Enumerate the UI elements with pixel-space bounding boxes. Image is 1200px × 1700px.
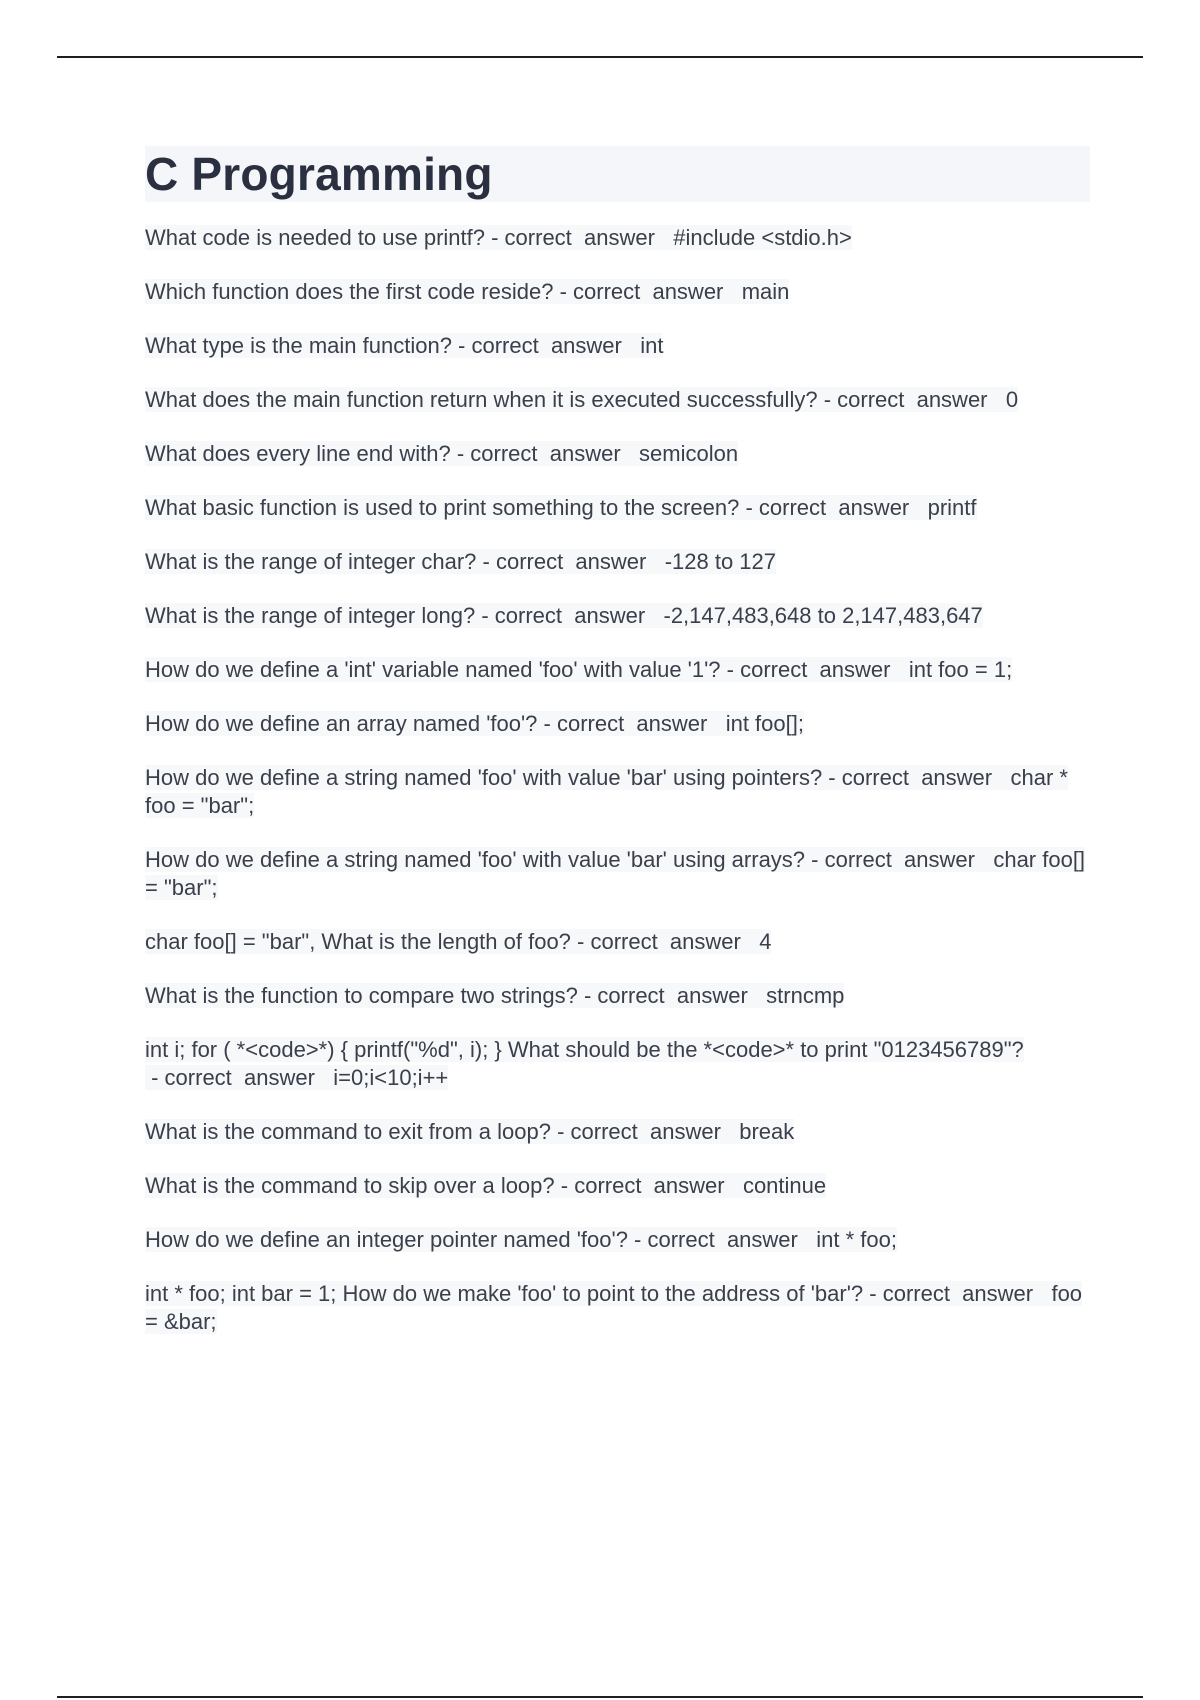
top-rule [57, 56, 1143, 58]
answer-marker: - correct answer [817, 387, 1006, 412]
answer-marker: - correct answer [553, 279, 742, 304]
question-text: What does the main function return when it is executed successfully? [145, 387, 818, 412]
answer-text: int foo[]; [725, 711, 804, 736]
answer-text: char * foo = "bar"; [145, 765, 1068, 818]
answer-text: #include <stdio.h> [673, 225, 852, 250]
qa-text [145, 1037, 1024, 1090]
question-text: What code is needed to use printf? [145, 225, 485, 250]
answer-text: main [741, 279, 790, 304]
qa-text [145, 847, 1085, 900]
qa-item [145, 224, 1090, 252]
qa-list [145, 224, 1090, 1336]
answer-text: i=0;i<10;i++ [333, 1065, 449, 1090]
qa-item [145, 278, 1090, 306]
question-text: How do we define a string named 'foo' with value 'bar' using pointers? [145, 765, 823, 790]
question-text: How do we define an integer pointer named 'foo'? [145, 1227, 628, 1252]
answer-marker: - correct answer [822, 765, 1011, 790]
answer-text: foo = &bar; [145, 1281, 1083, 1334]
qa-item [145, 928, 1090, 956]
answer-marker: - correct answer [739, 495, 928, 520]
qa-text [145, 549, 776, 574]
answer-text: char foo[] = "bar"; [145, 847, 1086, 900]
question-text: char foo[] = "bar", What is the length of foo? [145, 929, 571, 954]
answer-text: int foo = 1; [908, 657, 1013, 682]
qa-item [145, 602, 1090, 630]
answer-text: break [739, 1119, 795, 1144]
question-text: What is the range of integer long? [145, 603, 476, 628]
answer-marker: - correct answer [550, 1119, 740, 1144]
qa-item [145, 982, 1090, 1010]
question-text: What is the command to skip over a loop? [145, 1173, 555, 1198]
question-text: What basic function is used to print something to the screen? [145, 495, 740, 520]
answer-text: 4 [759, 929, 772, 954]
answer-text: continue [742, 1173, 827, 1198]
qa-text [145, 225, 852, 250]
answer-marker: - correct answer [451, 333, 641, 358]
answer-text: int [640, 333, 664, 358]
answer-marker: - correct answer [570, 929, 760, 954]
question-text: How do we define a 'int' variable named 'foo' with value '1'? [145, 657, 721, 682]
qa-text [145, 1281, 1082, 1334]
answer-marker: - correct answer [537, 711, 726, 736]
answer-text: strncmp [766, 983, 845, 1008]
question-text: What is the function to compare two strings? [145, 983, 578, 1008]
question-text: int * foo; int bar = 1; How do we make 'foo' to point to the address of 'bar'? [145, 1281, 864, 1306]
answer-marker: - correct answer [720, 657, 909, 682]
question-text: Which function does the first code reside? [145, 279, 554, 304]
answer-text: -2,147,483,648 to 2,147,483,647 [663, 603, 983, 628]
qa-text [145, 929, 771, 954]
qa-item [145, 710, 1090, 738]
qa-text [145, 441, 738, 466]
qa-item [145, 494, 1090, 522]
qa-text [145, 495, 977, 520]
question-text: What is the range of integer char? [145, 549, 477, 574]
answer-marker: - correct answer [554, 1173, 743, 1198]
answer-text: -128 to 127 [664, 549, 777, 574]
question-text: How do we define a string named 'foo' with value 'bar' using arrays? [145, 847, 806, 872]
qa-item [145, 656, 1090, 684]
qa-text [145, 765, 1068, 818]
qa-text [145, 983, 844, 1008]
qa-item [145, 846, 1090, 902]
answer-marker: - correct answer [145, 1065, 334, 1090]
qa-text [145, 1173, 826, 1198]
question-text: What type is the main function? [145, 333, 452, 358]
qa-item [145, 548, 1090, 576]
qa-item [145, 1118, 1090, 1146]
answer-marker: - correct answer [805, 847, 994, 872]
answer-text: int * foo; [816, 1227, 897, 1252]
answer-text: printf [927, 495, 977, 520]
qa-text [145, 1119, 794, 1144]
qa-text [145, 711, 804, 736]
answer-marker: - correct answer [476, 549, 665, 574]
question-text: What does every line end with? [145, 441, 451, 466]
qa-item [145, 764, 1090, 820]
answer-marker: - correct answer [485, 225, 674, 250]
qa-item [145, 1226, 1090, 1254]
qa-text [145, 603, 983, 628]
qa-text [145, 279, 789, 304]
qa-text [145, 387, 1018, 412]
qa-item [145, 440, 1090, 468]
answer-marker: - correct answer [627, 1227, 817, 1252]
question-text: How do we define an array named 'foo'? [145, 711, 538, 736]
qa-item [145, 386, 1090, 414]
answer-marker: - correct answer [577, 983, 767, 1008]
question-text: int i; for ( *<code>*) { printf("%d", i); } What should be the *<code>* to print "0123456789"? [145, 1037, 1024, 1062]
answer-marker: - correct answer [475, 603, 664, 628]
question-text: What is the command to exit from a loop? [145, 1119, 551, 1144]
title-band [145, 146, 1090, 202]
qa-item [145, 1036, 1090, 1092]
qa-item [145, 1172, 1090, 1200]
qa-text [145, 333, 663, 358]
answer-text: 0 [1005, 387, 1019, 412]
answer-marker: - correct answer [450, 441, 640, 466]
qa-text [145, 657, 1012, 682]
qa-text [145, 1227, 897, 1252]
document-body [145, 146, 1090, 1362]
qa-item [145, 1280, 1090, 1336]
answer-marker: - correct answer [863, 1281, 1052, 1306]
page-title: C Programming [145, 148, 493, 200]
bottom-rule [57, 1696, 1143, 1698]
qa-item [145, 332, 1090, 360]
answer-text: semicolon [639, 441, 739, 466]
